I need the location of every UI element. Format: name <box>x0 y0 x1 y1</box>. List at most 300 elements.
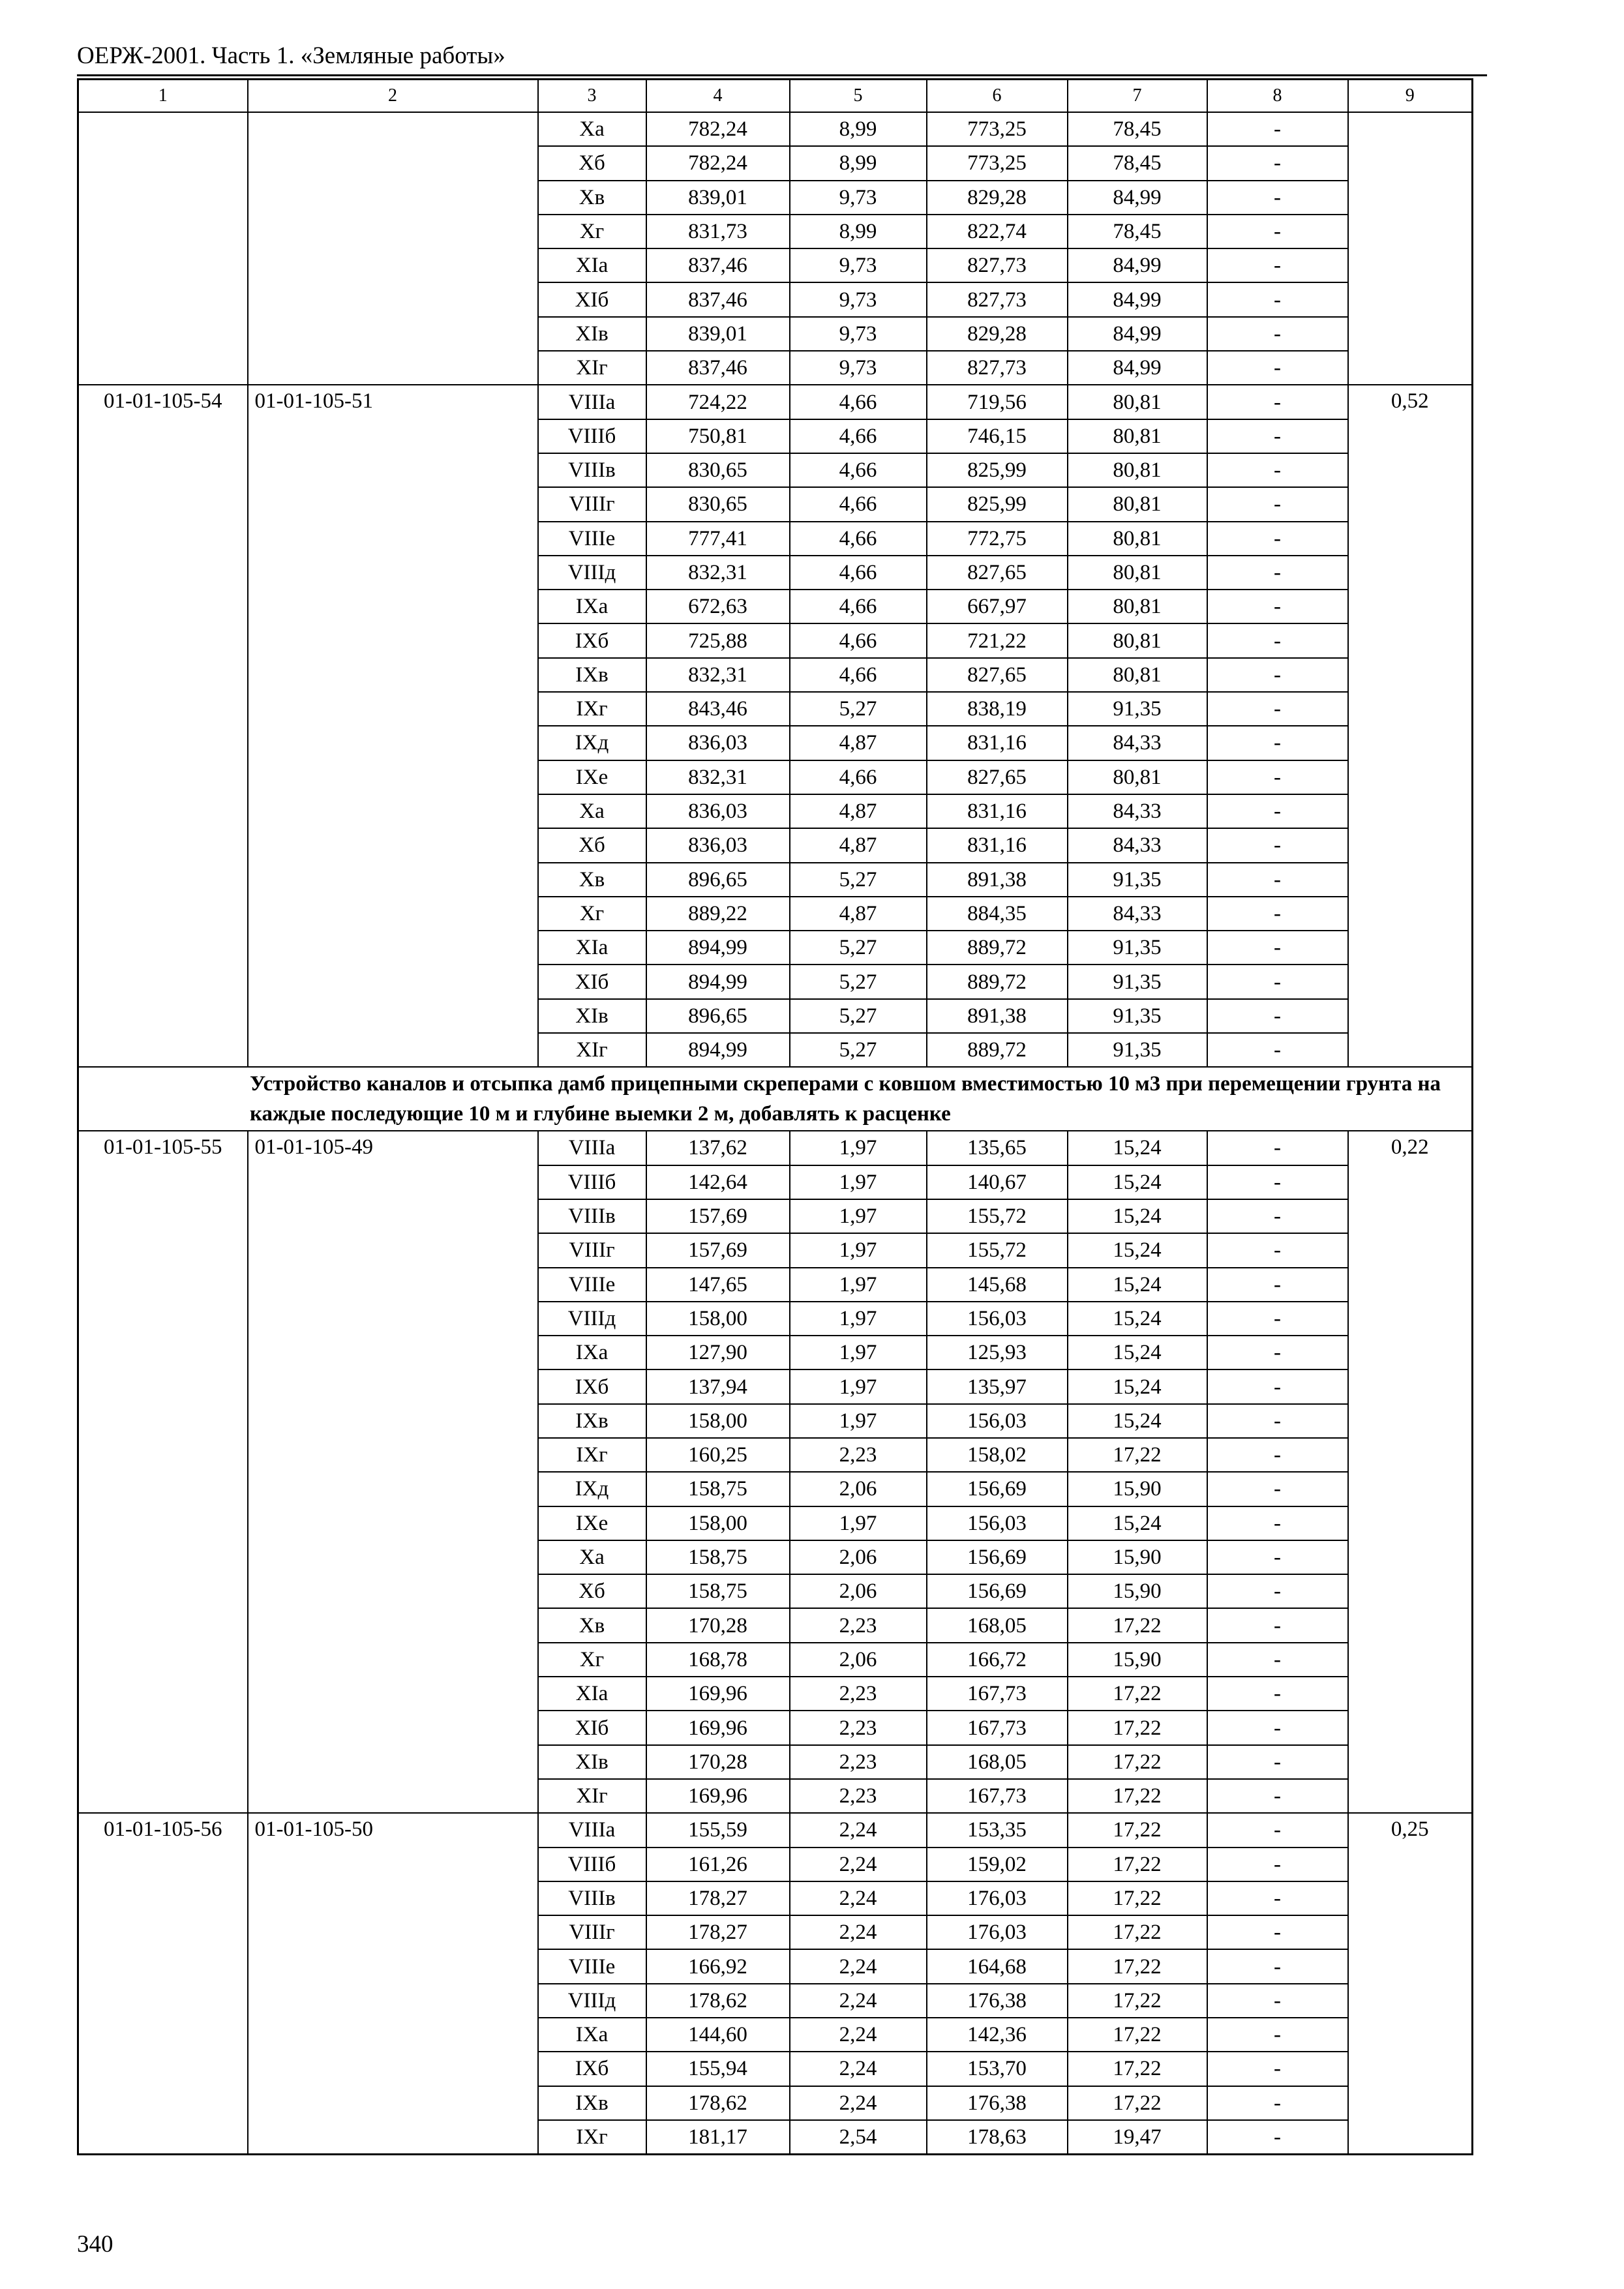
materials-cell: - <box>1207 828 1348 862</box>
wages-cell: 4,66 <box>790 385 927 419</box>
wages-cell: 5,27 <box>790 931 927 965</box>
machine-cost-cell: 825,99 <box>927 453 1068 487</box>
soil-group-cell: IXв <box>538 2086 646 2120</box>
direct-cost-cell: 170,28 <box>646 1608 790 1642</box>
direct-cost-cell: 160,25 <box>646 1438 790 1472</box>
machine-cost-cell: 156,03 <box>927 1302 1068 1336</box>
direct-cost-cell: 725,88 <box>646 623 790 657</box>
soil-group-cell: VIIIб <box>538 419 646 453</box>
materials-cell: - <box>1207 248 1348 282</box>
wages-cell: 4,66 <box>790 487 927 521</box>
machine-wages-cell: 17,22 <box>1068 1677 1207 1711</box>
machine-cost-cell: 831,16 <box>927 794 1068 828</box>
base-rate-code-cell: 01-01-105-51 <box>248 385 538 1067</box>
soil-group-cell: IXe <box>538 1506 646 1540</box>
soil-group-cell: XIв <box>538 999 646 1033</box>
materials-cell: - <box>1207 215 1348 248</box>
soil-group-cell: XIa <box>538 931 646 965</box>
direct-cost-cell: 782,24 <box>646 112 790 146</box>
wages-cell: 2,06 <box>790 1472 927 1506</box>
direct-cost-cell: 777,41 <box>646 522 790 556</box>
materials-cell: - <box>1207 2052 1348 2086</box>
materials-cell: - <box>1207 1033 1348 1067</box>
rate-code-cell: 01-01-105-54 <box>78 385 248 1067</box>
direct-cost-cell: 137,62 <box>646 1131 790 1165</box>
materials-cell: - <box>1207 1165 1348 1199</box>
table-row <box>78 112 1473 146</box>
machine-wages-cell: 80,81 <box>1068 590 1207 623</box>
machine-cost-cell: 176,38 <box>927 2086 1068 2120</box>
wages-cell: 5,27 <box>790 965 927 998</box>
direct-cost-cell: 672,63 <box>646 590 790 623</box>
soil-group-cell: IXa <box>538 2018 646 2052</box>
materials-cell: - <box>1207 1608 1348 1642</box>
wages-cell: 4,87 <box>790 828 927 862</box>
direct-cost-cell: 158,00 <box>646 1506 790 1540</box>
materials-cell: - <box>1207 965 1348 998</box>
machine-cost-cell: 667,97 <box>927 590 1068 623</box>
materials-cell: - <box>1207 1779 1348 1813</box>
wages-cell: 2,54 <box>790 2120 927 2155</box>
soil-group-cell: XIв <box>538 317 646 351</box>
direct-cost-cell: 894,99 <box>646 965 790 998</box>
direct-cost-cell: 157,69 <box>646 1233 790 1267</box>
wages-cell: 1,97 <box>790 1233 927 1267</box>
machine-cost-cell: 155,72 <box>927 1233 1068 1267</box>
soil-group-cell: VIIIe <box>538 1949 646 1983</box>
machine-wages-cell: 91,35 <box>1068 965 1207 998</box>
soil-group-cell: VIIIг <box>538 1233 646 1267</box>
soil-group-cell: Xб <box>538 828 646 862</box>
soil-group-cell: VIIIд <box>538 556 646 590</box>
machine-cost-cell: 156,69 <box>927 1574 1068 1608</box>
direct-cost-cell: 161,26 <box>646 1848 790 1881</box>
machine-cost-cell: 167,73 <box>927 1779 1068 1813</box>
page-header <box>77 40 1487 72</box>
direct-cost-cell: 839,01 <box>646 317 790 351</box>
machine-wages-cell: 15,24 <box>1068 1404 1207 1438</box>
soil-group-cell: VIIIa <box>538 385 646 419</box>
column-number-row <box>78 80 1473 113</box>
wages-cell: 4,66 <box>790 453 927 487</box>
soil-group-cell: VIIIб <box>538 1165 646 1199</box>
materials-cell: - <box>1207 1745 1348 1779</box>
materials-cell: - <box>1207 522 1348 556</box>
wages-cell: 9,73 <box>790 282 927 316</box>
soil-group-cell: Xг <box>538 215 646 248</box>
soil-group-cell: Xa <box>538 794 646 828</box>
machine-cost-cell: 829,28 <box>927 317 1068 351</box>
machine-wages-cell: 84,33 <box>1068 897 1207 931</box>
machine-wages-cell: 17,22 <box>1068 2086 1207 2120</box>
direct-cost-cell: 839,01 <box>646 181 790 215</box>
soil-group-cell: XIг <box>538 1779 646 1813</box>
soil-group-cell: XIв <box>538 1745 646 1779</box>
soil-group-cell: IXг <box>538 1438 646 1472</box>
machine-cost-cell: 176,03 <box>927 1915 1068 1949</box>
soil-group-cell: IXe <box>538 760 646 794</box>
machine-wages-cell: 91,35 <box>1068 863 1207 897</box>
machine-wages-cell: 15,90 <box>1068 1643 1207 1677</box>
column-number-cell: 2 <box>248 80 538 113</box>
direct-cost-cell: 170,28 <box>646 1745 790 1779</box>
direct-cost-cell: 178,27 <box>646 1881 790 1915</box>
machine-cost-cell: 125,93 <box>927 1336 1068 1369</box>
machine-wages-cell: 17,22 <box>1068 1813 1207 1847</box>
wages-cell: 2,06 <box>790 1574 927 1608</box>
machine-cost-cell: 156,69 <box>927 1472 1068 1506</box>
direct-cost-cell: 896,65 <box>646 999 790 1033</box>
machine-wages-cell: 80,81 <box>1068 623 1207 657</box>
materials-cell: - <box>1207 2086 1348 2120</box>
machine-cost-cell: 889,72 <box>927 1033 1068 1067</box>
machine-cost-cell: 827,65 <box>927 760 1068 794</box>
wages-cell: 1,97 <box>790 1369 927 1403</box>
machine-wages-cell: 80,81 <box>1068 556 1207 590</box>
machine-cost-cell: 168,05 <box>927 1745 1068 1779</box>
soil-group-cell: XIб <box>538 1711 646 1744</box>
direct-cost-cell: 158,75 <box>646 1472 790 1506</box>
direct-cost-cell: 178,62 <box>646 2086 790 2120</box>
direct-cost-cell: 142,64 <box>646 1165 790 1199</box>
soil-group-cell: VIIIг <box>538 487 646 521</box>
machine-wages-cell: 17,22 <box>1068 2052 1207 2086</box>
machine-wages-cell: 15,24 <box>1068 1336 1207 1369</box>
machine-cost-cell: 156,03 <box>927 1404 1068 1438</box>
machine-cost-cell: 155,72 <box>927 1199 1068 1233</box>
wages-cell: 5,27 <box>790 692 927 726</box>
direct-cost-cell: 169,96 <box>646 1677 790 1711</box>
wages-cell: 4,87 <box>790 897 927 931</box>
materials-cell: - <box>1207 1915 1348 1949</box>
header-rule <box>77 74 1487 76</box>
rate-code-cell: 01-01-105-55 <box>78 1131 248 1813</box>
wages-cell: 8,99 <box>790 112 927 146</box>
machine-wages-cell: 15,90 <box>1068 1574 1207 1608</box>
wages-cell: 9,73 <box>790 351 927 385</box>
machine-cost-cell: 772,75 <box>927 522 1068 556</box>
soil-group-cell: IXб <box>538 1369 646 1403</box>
coefficient-cell: 0,22 <box>1348 1131 1473 1813</box>
machine-wages-cell: 80,81 <box>1068 453 1207 487</box>
soil-group-cell: Xг <box>538 1643 646 1677</box>
materials-cell: - <box>1207 1302 1348 1336</box>
machine-cost-cell: 773,25 <box>927 146 1068 180</box>
soil-group-cell: VIIIд <box>538 1302 646 1336</box>
materials-cell: - <box>1207 658 1348 692</box>
machine-wages-cell: 80,81 <box>1068 760 1207 794</box>
machine-wages-cell: 84,33 <box>1068 794 1207 828</box>
wages-cell: 1,97 <box>790 1404 927 1438</box>
soil-group-cell: IXд <box>538 726 646 760</box>
soil-group-cell: Xв <box>538 181 646 215</box>
materials-cell: - <box>1207 112 1348 146</box>
wages-cell: 2,23 <box>790 1438 927 1472</box>
wages-cell: 2,24 <box>790 1915 927 1949</box>
materials-cell: - <box>1207 2018 1348 2052</box>
machine-cost-cell: 721,22 <box>927 623 1068 657</box>
soil-group-cell: IXб <box>538 2052 646 2086</box>
materials-cell: - <box>1207 2120 1348 2155</box>
soil-group-cell: Xa <box>538 112 646 146</box>
soil-group-cell: XIг <box>538 351 646 385</box>
section-heading: Устройство каналов и отсыпка дамб прицепными скреперами с ковшом вместимостью 10 м3 при перемещении грунта на каждые последующие 10 м и глубине выемки 2 м, добавлять к расценке <box>78 1067 1473 1131</box>
direct-cost-cell: 836,03 <box>646 828 790 862</box>
machine-cost-cell: 135,65 <box>927 1131 1068 1165</box>
table-body <box>78 80 1473 2155</box>
wages-cell: 9,73 <box>790 317 927 351</box>
machine-wages-cell: 15,24 <box>1068 1165 1207 1199</box>
machine-wages-cell: 84,33 <box>1068 726 1207 760</box>
machine-cost-cell: 167,73 <box>927 1677 1068 1711</box>
soil-group-cell: IXв <box>538 658 646 692</box>
materials-cell: - <box>1207 623 1348 657</box>
machine-cost-cell: 827,65 <box>927 556 1068 590</box>
machine-wages-cell: 17,22 <box>1068 2018 1207 2052</box>
direct-cost-cell: 837,46 <box>646 351 790 385</box>
machine-cost-cell: 884,35 <box>927 897 1068 931</box>
materials-cell: - <box>1207 1574 1348 1608</box>
page-number: 340 <box>77 2231 113 2258</box>
machine-cost-cell: 831,16 <box>927 726 1068 760</box>
wages-cell: 5,27 <box>790 999 927 1033</box>
direct-cost-cell: 169,96 <box>646 1711 790 1744</box>
machine-wages-cell: 17,22 <box>1068 1949 1207 1983</box>
materials-cell: - <box>1207 1677 1348 1711</box>
soil-group-cell: Xб <box>538 146 646 180</box>
machine-cost-cell: 827,65 <box>927 658 1068 692</box>
column-number-cell: 3 <box>538 80 646 113</box>
materials-cell: - <box>1207 351 1348 385</box>
section-heading-row <box>78 1067 1473 1131</box>
materials-cell: - <box>1207 863 1348 897</box>
materials-cell: - <box>1207 453 1348 487</box>
materials-cell: - <box>1207 1506 1348 1540</box>
machine-wages-cell: 15,24 <box>1068 1233 1207 1267</box>
materials-cell: - <box>1207 999 1348 1033</box>
soil-group-cell: VIIIг <box>538 1915 646 1949</box>
machine-wages-cell: 80,81 <box>1068 658 1207 692</box>
soil-group-cell: IXг <box>538 2120 646 2155</box>
materials-cell: - <box>1207 181 1348 215</box>
machine-wages-cell: 17,22 <box>1068 1915 1207 1949</box>
materials-cell: - <box>1207 692 1348 726</box>
materials-cell: - <box>1207 1949 1348 1983</box>
machine-cost-cell: 827,73 <box>927 248 1068 282</box>
direct-cost-cell: 837,46 <box>646 248 790 282</box>
materials-cell: - <box>1207 897 1348 931</box>
machine-wages-cell: 91,35 <box>1068 931 1207 965</box>
wages-cell: 5,27 <box>790 863 927 897</box>
wages-cell: 1,97 <box>790 1336 927 1369</box>
machine-wages-cell: 17,22 <box>1068 1848 1207 1881</box>
wages-cell: 2,24 <box>790 1984 927 2018</box>
soil-group-cell: IXг <box>538 692 646 726</box>
machine-cost-cell: 164,68 <box>927 1949 1068 1983</box>
wages-cell: 8,99 <box>790 146 927 180</box>
base-rate-code-cell: 01-01-105-50 <box>248 1813 538 2154</box>
direct-cost-cell: 750,81 <box>646 419 790 453</box>
direct-cost-cell: 894,99 <box>646 931 790 965</box>
direct-cost-cell: 782,24 <box>646 146 790 180</box>
machine-cost-cell: 831,16 <box>927 828 1068 862</box>
machine-cost-cell: 158,02 <box>927 1438 1068 1472</box>
direct-cost-cell: 158,00 <box>646 1302 790 1336</box>
machine-wages-cell: 84,99 <box>1068 248 1207 282</box>
machine-wages-cell: 91,35 <box>1068 999 1207 1033</box>
machine-cost-cell: 153,35 <box>927 1813 1068 1847</box>
machine-cost-cell: 166,72 <box>927 1643 1068 1677</box>
column-number-cell: 9 <box>1348 80 1473 113</box>
direct-cost-cell: 178,62 <box>646 1984 790 2018</box>
soil-group-cell: VIIIб <box>538 1848 646 1881</box>
wages-cell: 2,24 <box>790 1813 927 1847</box>
direct-cost-cell: 896,65 <box>646 863 790 897</box>
wages-cell: 2,24 <box>790 1881 927 1915</box>
direct-cost-cell: 155,94 <box>646 2052 790 2086</box>
wages-cell: 1,97 <box>790 1199 927 1233</box>
machine-cost-cell: 145,68 <box>927 1268 1068 1302</box>
soil-group-cell: IXв <box>538 1404 646 1438</box>
machine-cost-cell: 891,38 <box>927 863 1068 897</box>
materials-cell: - <box>1207 760 1348 794</box>
machine-wages-cell: 15,90 <box>1068 1540 1207 1574</box>
soil-group-cell: Xв <box>538 1608 646 1642</box>
base-rate-code-cell <box>248 112 538 385</box>
machine-wages-cell: 80,81 <box>1068 487 1207 521</box>
rates-table <box>77 78 1473 2155</box>
machine-wages-cell: 17,22 <box>1068 1438 1207 1472</box>
table-row <box>78 385 1473 419</box>
direct-cost-cell: 147,65 <box>646 1268 790 1302</box>
soil-group-cell: VIIIa <box>538 1131 646 1165</box>
soil-group-cell: IXa <box>538 1336 646 1369</box>
machine-cost-cell: 167,73 <box>927 1711 1068 1744</box>
direct-cost-cell: 836,03 <box>646 726 790 760</box>
column-number-cell: 4 <box>646 80 790 113</box>
machine-wages-cell: 15,24 <box>1068 1506 1207 1540</box>
machine-wages-cell: 84,99 <box>1068 317 1207 351</box>
machine-wages-cell: 80,81 <box>1068 419 1207 453</box>
soil-group-cell: Xa <box>538 1540 646 1574</box>
column-number-cell: 5 <box>790 80 927 113</box>
wages-cell: 2,23 <box>790 1677 927 1711</box>
materials-cell: - <box>1207 1643 1348 1677</box>
materials-cell: - <box>1207 146 1348 180</box>
materials-cell: - <box>1207 726 1348 760</box>
machine-wages-cell: 78,45 <box>1068 215 1207 248</box>
machine-wages-cell: 84,99 <box>1068 282 1207 316</box>
machine-wages-cell: 17,22 <box>1068 1745 1207 1779</box>
column-number-cell: 7 <box>1068 80 1207 113</box>
wages-cell: 5,27 <box>790 1033 927 1067</box>
machine-wages-cell: 17,22 <box>1068 1881 1207 1915</box>
machine-cost-cell: 891,38 <box>927 999 1068 1033</box>
soil-group-cell: VIIIв <box>538 1199 646 1233</box>
soil-group-cell: VIIIв <box>538 1881 646 1915</box>
machine-wages-cell: 15,24 <box>1068 1199 1207 1233</box>
machine-cost-cell: 889,72 <box>927 931 1068 965</box>
direct-cost-cell: 155,59 <box>646 1813 790 1847</box>
machine-cost-cell: 827,73 <box>927 351 1068 385</box>
materials-cell: - <box>1207 1131 1348 1165</box>
machine-cost-cell: 829,28 <box>927 181 1068 215</box>
base-rate-code-cell: 01-01-105-49 <box>248 1131 538 1813</box>
materials-cell: - <box>1207 282 1348 316</box>
machine-wages-cell: 91,35 <box>1068 692 1207 726</box>
direct-cost-cell: 137,94 <box>646 1369 790 1403</box>
materials-cell: - <box>1207 1199 1348 1233</box>
machine-wages-cell: 80,81 <box>1068 522 1207 556</box>
direct-cost-cell: 832,31 <box>646 556 790 590</box>
materials-cell: - <box>1207 1881 1348 1915</box>
soil-group-cell: XIб <box>538 282 646 316</box>
wages-cell: 8,99 <box>790 215 927 248</box>
wages-cell: 4,66 <box>790 623 927 657</box>
machine-cost-cell: 168,05 <box>927 1608 1068 1642</box>
document-title: ОЕРЖ-2001. Часть 1. «Земляные работы» <box>77 42 505 69</box>
wages-cell: 4,66 <box>790 658 927 692</box>
soil-group-cell: VIIIa <box>538 1813 646 1847</box>
wages-cell: 4,87 <box>790 726 927 760</box>
column-number-cell: 8 <box>1207 80 1348 113</box>
soil-group-cell: VIIIe <box>538 1268 646 1302</box>
coefficient-cell: 0,52 <box>1348 385 1473 1067</box>
machine-cost-cell: 822,74 <box>927 215 1068 248</box>
direct-cost-cell: 832,31 <box>646 658 790 692</box>
machine-wages-cell: 15,24 <box>1068 1131 1207 1165</box>
machine-cost-cell: 153,70 <box>927 2052 1068 2086</box>
wages-cell: 2,24 <box>790 2086 927 2120</box>
wages-cell: 1,97 <box>790 1131 927 1165</box>
soil-group-cell: IXб <box>538 623 646 657</box>
machine-wages-cell: 84,99 <box>1068 351 1207 385</box>
wages-cell: 1,97 <box>790 1506 927 1540</box>
direct-cost-cell: 894,99 <box>646 1033 790 1067</box>
column-number-cell: 1 <box>78 80 248 113</box>
soil-group-cell: VIIIв <box>538 453 646 487</box>
materials-cell: - <box>1207 556 1348 590</box>
direct-cost-cell: 158,00 <box>646 1404 790 1438</box>
machine-wages-cell: 84,33 <box>1068 828 1207 862</box>
machine-wages-cell: 15,24 <box>1068 1268 1207 1302</box>
materials-cell: - <box>1207 1438 1348 1472</box>
wages-cell: 4,87 <box>790 794 927 828</box>
direct-cost-cell: 837,46 <box>646 282 790 316</box>
wages-cell: 4,66 <box>790 760 927 794</box>
wages-cell: 2,06 <box>790 1643 927 1677</box>
machine-cost-cell: 746,15 <box>927 419 1068 453</box>
machine-wages-cell: 17,22 <box>1068 1984 1207 2018</box>
machine-wages-cell: 80,81 <box>1068 385 1207 419</box>
wages-cell: 2,23 <box>790 1745 927 1779</box>
machine-wages-cell: 19,47 <box>1068 2120 1207 2155</box>
soil-group-cell: IXa <box>538 590 646 623</box>
wages-cell: 2,24 <box>790 2018 927 2052</box>
materials-cell: - <box>1207 1369 1348 1403</box>
machine-wages-cell: 15,24 <box>1068 1302 1207 1336</box>
wages-cell: 4,66 <box>790 556 927 590</box>
materials-cell: - <box>1207 385 1348 419</box>
materials-cell: - <box>1207 487 1348 521</box>
column-number-cell: 6 <box>927 80 1068 113</box>
direct-cost-cell: 127,90 <box>646 1336 790 1369</box>
soil-group-cell: XIa <box>538 248 646 282</box>
table-row <box>78 1131 1473 1165</box>
soil-group-cell: XIг <box>538 1033 646 1067</box>
soil-group-cell: VIIIд <box>538 1984 646 2018</box>
wages-cell: 1,97 <box>790 1302 927 1336</box>
